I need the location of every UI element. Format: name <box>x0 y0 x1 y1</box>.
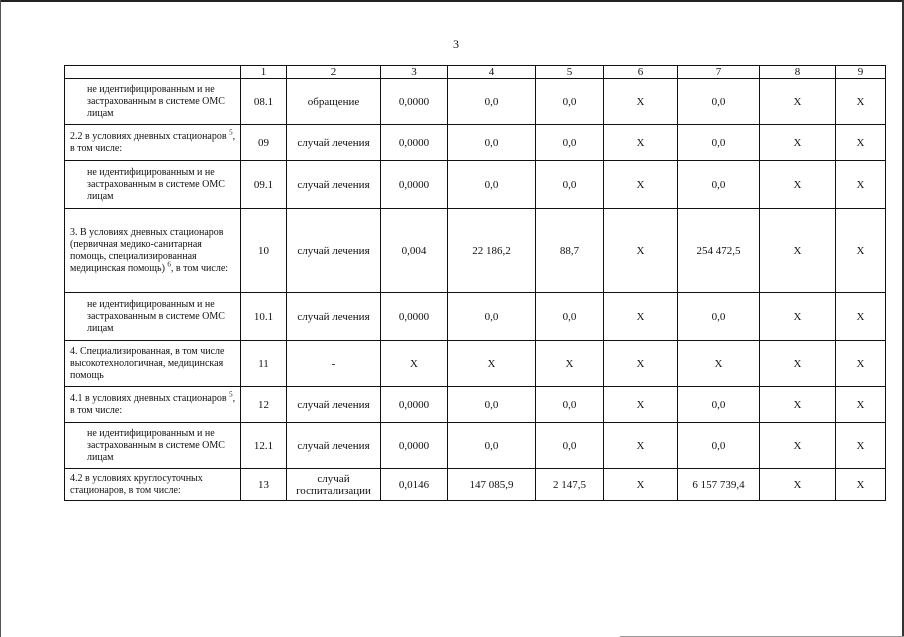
cell-c4: 0,0 <box>448 293 536 341</box>
cell-c4: 0,0 <box>448 387 536 423</box>
cell-unit: случай лечения <box>287 387 381 423</box>
cell-unit: - <box>287 341 381 387</box>
page-number: 3 <box>453 37 459 51</box>
cell-c7: 0,0 <box>678 423 760 469</box>
cell-c7: 0,0 <box>678 125 760 161</box>
cell-c8: X <box>760 209 836 293</box>
cell-c5: 2 147,5 <box>536 469 604 501</box>
cell-c9: X <box>836 423 886 469</box>
cell-c9: X <box>836 161 886 209</box>
cell-code: 09.1 <box>241 161 287 209</box>
cell-unit: обращение <box>287 79 381 125</box>
cell-c6: X <box>604 79 678 125</box>
cell-c8: X <box>760 469 836 501</box>
row-label <box>65 423 241 469</box>
footnote-mark: 5 <box>229 128 233 137</box>
header-cell: 6 <box>604 66 678 79</box>
cell-c9: X <box>836 341 886 387</box>
cell-code: 08.1 <box>241 79 287 125</box>
cell-code: 12.1 <box>241 423 287 469</box>
table-row <box>65 161 886 209</box>
table-row <box>65 293 886 341</box>
cell-c9: X <box>836 387 886 423</box>
cell-code: 12 <box>241 387 287 423</box>
cell-c6: X <box>604 341 678 387</box>
row-label-tail: , в том числе: <box>70 130 236 154</box>
header-cell: 4 <box>448 66 536 79</box>
cell-c7: 254 472,5 <box>678 209 760 293</box>
cell-unit: случай лечения <box>287 423 381 469</box>
cell-c3: 0,0000 <box>381 387 448 423</box>
cell-c5: 0,0 <box>536 293 604 341</box>
cell-c8: X <box>760 423 836 469</box>
header-cell: 5 <box>536 66 604 79</box>
cell-c7: 0,0 <box>678 387 760 423</box>
table-row <box>65 387 886 423</box>
cell-c7: 0,0 <box>678 161 760 209</box>
row-label <box>65 79 241 125</box>
cell-c6: X <box>604 293 678 341</box>
cell-c7: 0,0 <box>678 293 760 341</box>
cell-code: 09 <box>241 125 287 161</box>
cell-c6: X <box>604 209 678 293</box>
cell-c3: 0,0000 <box>381 79 448 125</box>
cell-c3: 0,0000 <box>381 293 448 341</box>
cell-c6: X <box>604 125 678 161</box>
row-label <box>65 293 241 341</box>
row-label <box>65 209 241 293</box>
table-row <box>65 341 886 387</box>
cell-c6: X <box>604 469 678 501</box>
row-label-text: не идентифицированным и не застрахованным в системе ОМС лицам <box>87 298 225 334</box>
cell-c5: X <box>536 341 604 387</box>
cell-unit: случай лечения <box>287 161 381 209</box>
cell-c9: X <box>836 469 886 501</box>
table-row <box>65 469 886 501</box>
row-label <box>65 125 241 161</box>
header-cell: 7 <box>678 66 760 79</box>
cell-c9: X <box>836 293 886 341</box>
table-row <box>65 209 886 293</box>
table-row <box>65 423 886 469</box>
cell-c9: X <box>836 125 886 161</box>
row-label-text: 3. В условиях дневных стационаров (первичная медико-санитарная помощь, специализированная медицинская помощь) <box>70 226 224 274</box>
cell-c4: 147 085,9 <box>448 469 536 501</box>
cell-c4: 0,0 <box>448 79 536 125</box>
row-label-text: не идентифицированным и не застрахованным в системе ОМС лицам <box>87 427 225 463</box>
header-row <box>65 66 886 79</box>
cell-c4: X <box>448 341 536 387</box>
cell-unit: случай госпитализации <box>287 469 381 501</box>
cell-c3: 0,0000 <box>381 125 448 161</box>
cell-c5: 88,7 <box>536 209 604 293</box>
row-label-text: 4. Специализированная, в том числе высокотехнологичная, медицинская помощь <box>70 345 225 381</box>
cell-c3: X <box>381 341 448 387</box>
cell-c9: X <box>836 79 886 125</box>
cell-c4: 0,0 <box>448 161 536 209</box>
cell-c6: X <box>604 387 678 423</box>
cell-unit: случай лечения <box>287 293 381 341</box>
cell-c4: 0,0 <box>448 423 536 469</box>
row-label <box>65 469 241 501</box>
row-label-tail: , в том числе: <box>70 392 236 416</box>
header-cell <box>65 66 241 79</box>
row-label-text: 4.1 в условиях дневных стационаров <box>70 392 227 404</box>
cell-c6: X <box>604 423 678 469</box>
cell-c3: 0,0000 <box>381 423 448 469</box>
cell-c8: X <box>760 79 836 125</box>
row-label-text: 2.2 в условиях дневных стационаров <box>70 130 227 142</box>
header-cell: 9 <box>836 66 886 79</box>
data-table <box>64 65 886 501</box>
cell-c3: 0,0000 <box>381 161 448 209</box>
row-label-text: не идентифицированным и не застрахованным в системе ОМС лицам <box>87 166 225 202</box>
header-cell: 1 <box>241 66 287 79</box>
cell-unit: случай лечения <box>287 125 381 161</box>
cell-code: 10.1 <box>241 293 287 341</box>
table-row <box>65 79 886 125</box>
cell-c5: 0,0 <box>536 161 604 209</box>
row-label <box>65 387 241 423</box>
cell-c8: X <box>760 161 836 209</box>
row-label <box>65 341 241 387</box>
header-cell: 3 <box>381 66 448 79</box>
cell-c8: X <box>760 387 836 423</box>
page-border-top <box>0 0 904 2</box>
row-label <box>65 161 241 209</box>
row-label-tail: , в том числе: <box>170 262 229 274</box>
cell-code: 13 <box>241 469 287 501</box>
cell-c5: 0,0 <box>536 125 604 161</box>
footnote-mark: 6 <box>167 260 171 269</box>
cell-c7: X <box>678 341 760 387</box>
cell-c5: 0,0 <box>536 79 604 125</box>
cell-code: 11 <box>241 341 287 387</box>
cell-c8: X <box>760 125 836 161</box>
page-border-left <box>0 0 1 637</box>
footnote-mark: 5 <box>229 390 233 399</box>
cell-c5: 0,0 <box>536 423 604 469</box>
cell-c9: X <box>836 209 886 293</box>
cell-unit: случай лечения <box>287 209 381 293</box>
cell-c3: 0,0146 <box>381 469 448 501</box>
cell-c5: 0,0 <box>536 387 604 423</box>
header-cell: 8 <box>760 66 836 79</box>
cell-c6: X <box>604 161 678 209</box>
cell-c7: 0,0 <box>678 79 760 125</box>
cell-c4: 0,0 <box>448 125 536 161</box>
cell-c8: X <box>760 341 836 387</box>
cell-c4: 22 186,2 <box>448 209 536 293</box>
cell-c8: X <box>760 293 836 341</box>
row-label-text: не идентифицированным и не застрахованным в системе ОМС лицам <box>87 83 225 119</box>
cell-c7: 6 157 739,4 <box>678 469 760 501</box>
row-label-text: 4.2 в условиях круглосуточных стационаров, в том числе: <box>70 472 203 496</box>
table-row <box>65 125 886 161</box>
header-cell: 2 <box>287 66 381 79</box>
cell-c3: 0,004 <box>381 209 448 293</box>
cell-code: 10 <box>241 209 287 293</box>
